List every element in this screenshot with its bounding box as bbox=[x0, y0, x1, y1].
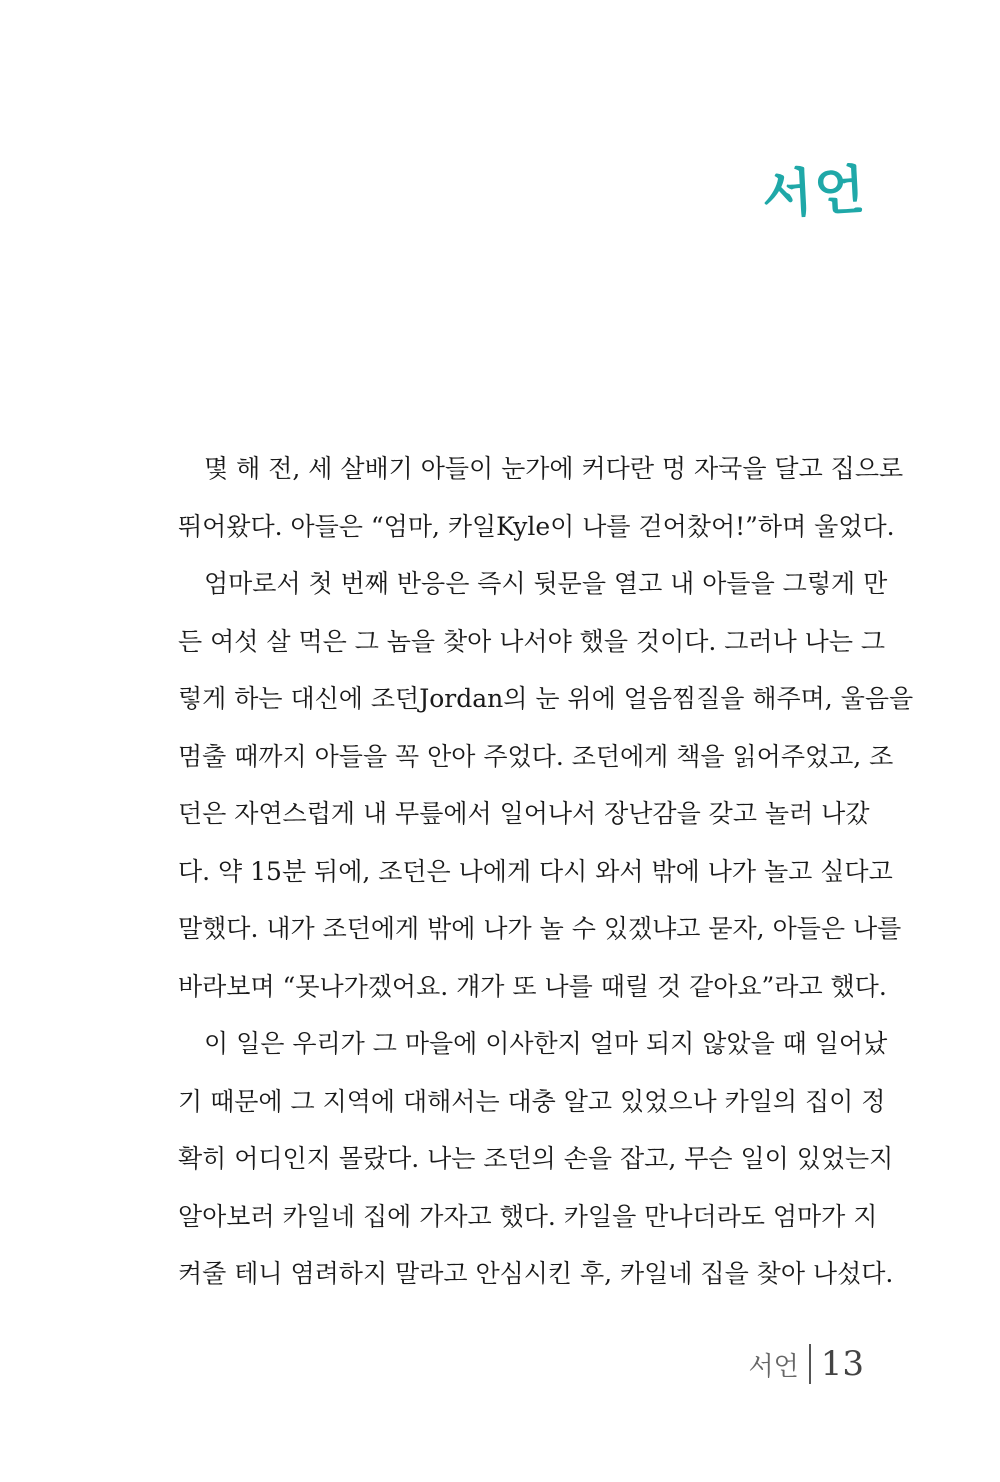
paragraph-3 bbox=[178, 1015, 894, 1303]
text-line: 든 여섯 살 먹은 그 놈을 찾아 나서야 했을 것이다. 그러나 나는 그 bbox=[178, 626, 886, 656]
text-line: 기 때문에 그 지역에 대해서는 대충 알고 있었으나 카일의 집이 정 bbox=[178, 1086, 886, 1116]
page-footer bbox=[749, 1344, 865, 1384]
text-line: 몇 해 전, 세 살배기 아들이 눈가에 커다란 멍 자국을 달고 집으로 bbox=[204, 454, 904, 483]
body-text bbox=[178, 440, 914, 1303]
text-line: 엄마로서 첫 번째 반응은 즉시 뒷문을 열고 내 아들을 그렇게 만 bbox=[204, 569, 888, 598]
text-line: 말했다. 내가 조던에게 밖에 나가 놀 수 있겠냐고 묻자, 아들은 나를 bbox=[178, 914, 902, 943]
text-line: 알아보러 카일네 집에 가자고 했다. 카일을 만나더라도 엄마가 지 bbox=[178, 1201, 878, 1231]
text-line: 확히 어디인지 몰랐다. 나는 조던의 손을 잡고, 무슨 일이 있었는지 bbox=[178, 1144, 894, 1173]
text-line: 바라보며 “못나가겠어요. 걔가 또 나를 때릴 것 같아요”라고 했다. bbox=[178, 971, 887, 1001]
paragraph-2 bbox=[178, 555, 914, 1015]
text-line: 다. 약 15분 뒤에, 조던은 나에게 다시 와서 밖에 나가 놀고 싶다고 bbox=[178, 856, 893, 886]
text-line: 멈출 때까지 아들을 꼭 안아 주었다. 조던에게 책을 읽어주었고, 조 bbox=[178, 741, 894, 771]
text-line: 던은 자연스럽게 내 무릎에서 일어나서 장난감을 갖고 놀러 나갔 bbox=[178, 799, 870, 828]
chapter-title: 서언 bbox=[760, 160, 868, 226]
footer-section-title: 서언 bbox=[748, 1351, 799, 1382]
page-number: 13 bbox=[820, 1344, 864, 1384]
text-line: 뛰어왔다. 아들은 “엄마, 카일Kyle이 나를 걷어찼어!”하며 울었다. bbox=[178, 511, 895, 541]
text-line: 켜줄 테니 염려하지 말라고 안심시킨 후, 카일네 집을 찾아 나섰다. bbox=[178, 1259, 894, 1288]
text-line: 렇게 하는 대신에 조던Jordan의 눈 위에 얼음찜질을 해주며, 울음을 bbox=[178, 684, 914, 713]
footer-divider bbox=[809, 1344, 811, 1384]
paragraph-1 bbox=[178, 440, 904, 555]
text-line: 이 일은 우리가 그 마을에 이사한지 얼마 되지 않았을 때 일어났 bbox=[204, 1029, 888, 1058]
